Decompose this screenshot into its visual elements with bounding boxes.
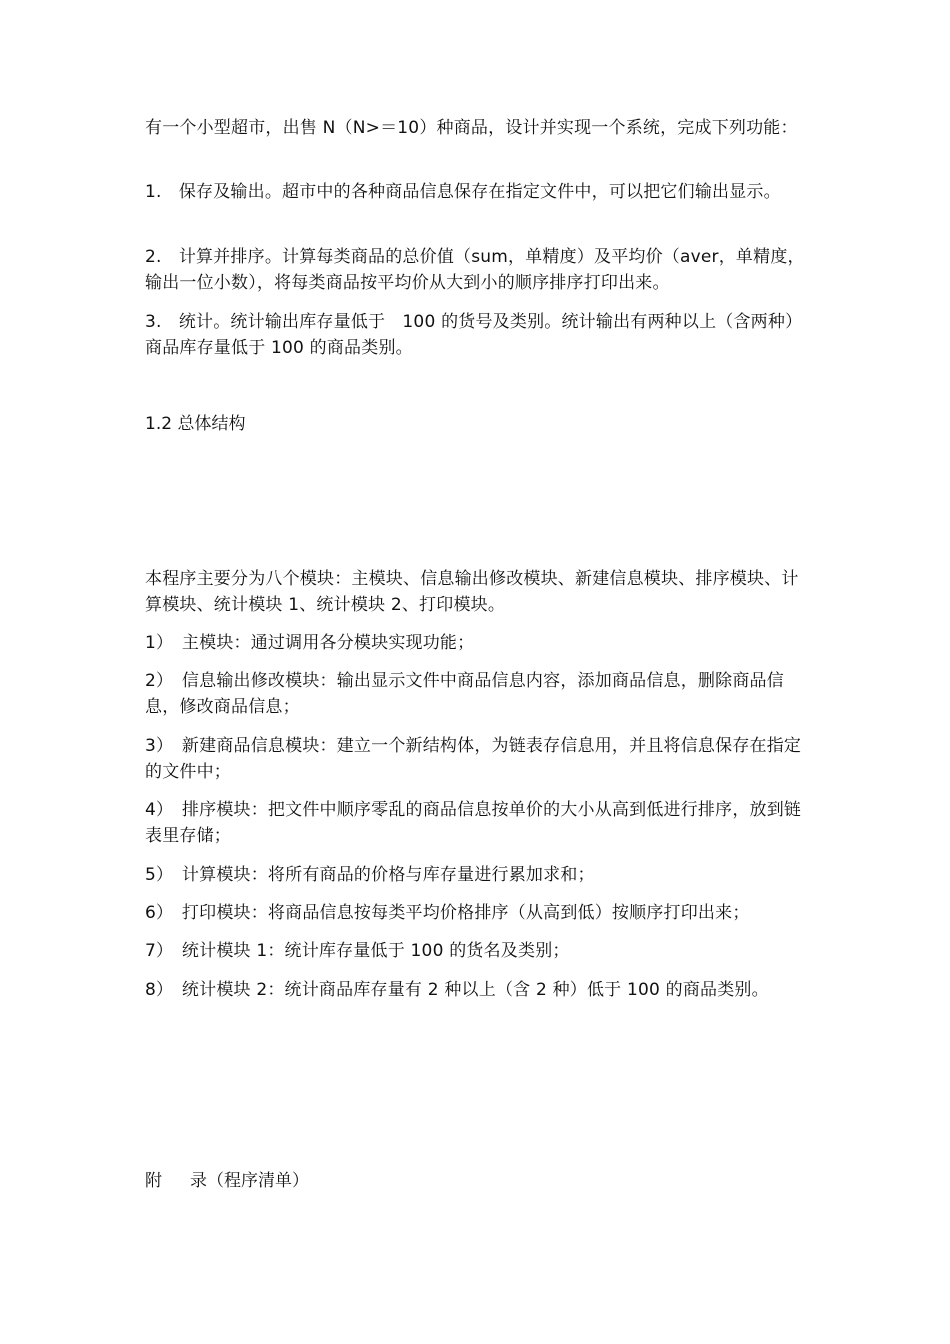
appendix-heading (145, 1168, 309, 1194)
requirement-item-1: 1. 保存及输出。超市中的各种商品信息保存在指定文件中，可以把它们输出显示。 (145, 182, 781, 202)
requirement-item-2: 2. 计算并排序。计算每类商品的总价值（sum，单精度）及平均价（aver，单精度，输出一位小数），将每类商品按平均价从大到小的顺序排序打印出来。 (145, 247, 805, 293)
module-item-6: 6） 打印模块：将商品信息按每类平均价格排序（从高到低）按顺序打印出来； (145, 903, 750, 923)
module-item-7: 7） 统计模块 1：统计库存量低于 100 的货名及类别； (145, 941, 570, 961)
modules-intro-paragraph: 本程序主要分为八个模块：主模块、信息输出修改模块、新建信息模块、排序模块、计算模块、统计模块 1、统计模块 2、打印模块。 (145, 569, 799, 615)
requirement-item-3: 3. 统计。统计输出库存量低于 100 的货号及类别。统计输出有两种以上（含两种）商品库存量低于 100 的商品类别。 (145, 312, 803, 358)
appendix-heading-part-2: 录（程序清单） (190, 1171, 309, 1191)
section-heading: 1.2 总体结构 (145, 414, 246, 434)
module-item-1: 1） 主模块：通过调用各分模块实现功能； (145, 633, 475, 653)
module-item-8: 8） 统计模块 2：统计商品库存量有 2 种以上（含 2 种）低于 100 的商品类别。 (145, 980, 769, 1000)
module-item-2: 2） 信息输出修改模块：输出显示文件中商品信息内容，添加商品信息，删除商品信息，修改商品信息； (145, 671, 784, 717)
intro-paragraph: 有一个小型超市，出售 N（N>＝10）种商品，设计并实现一个系统，完成下列功能： (145, 118, 798, 138)
appendix-heading-part-1: 附 (145, 1171, 162, 1191)
module-item-5: 5） 计算模块：将所有商品的价格与库存量进行累加求和； (145, 865, 595, 885)
module-item-3: 3） 新建商品信息模块：建立一个新结构体，为链表存信息用，并且将信息保存在指定的文件中； (145, 736, 802, 782)
module-item-4: 4） 排序模块：把文件中顺序零乱的商品信息按单价的大小从高到低进行排序，放到链表里存储； (145, 800, 802, 846)
